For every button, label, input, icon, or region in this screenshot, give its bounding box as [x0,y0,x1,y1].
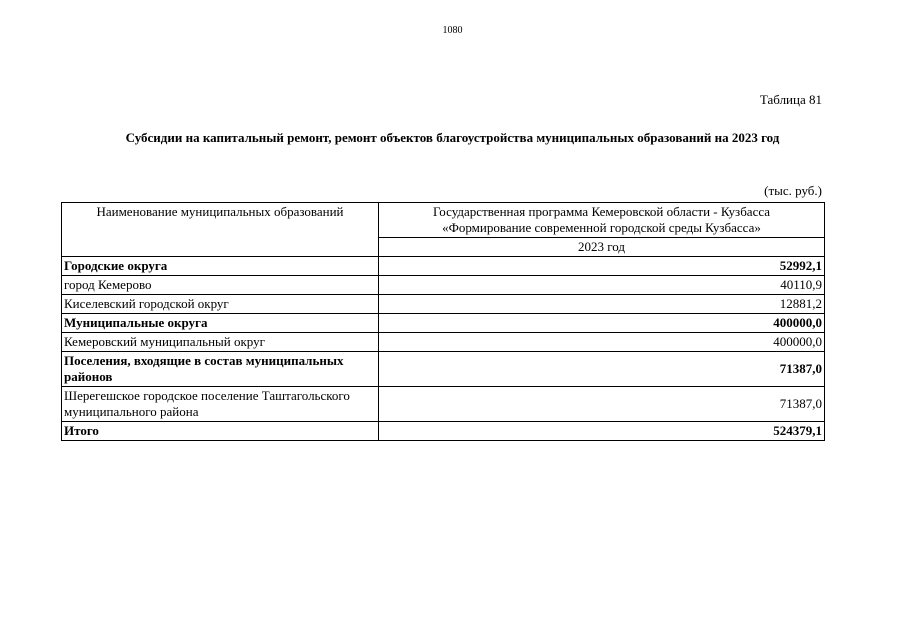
table-row-total [62,422,825,441]
row-name: Городские округа [62,257,379,276]
row-name: Шерегешское городское поселение Таштагольского муниципального района [62,387,379,422]
row-value: 52992,1 [379,257,825,276]
column-header-year: 2023 год [379,238,825,257]
column-header-name: Наименование муниципальных образований [62,203,379,257]
table-row [62,387,825,422]
row-name: Поселения, входящие в состав муниципальных районов [62,352,379,387]
row-name: город Кемерово [62,276,379,295]
row-value: 400000,0 [379,314,825,333]
subsidy-table [61,202,825,441]
row-value: 12881,2 [379,295,825,314]
row-name: Киселевский городской округ [62,295,379,314]
table-row [62,333,825,352]
program-title-line-2: «Формирование современной городской среды Кузбасса» [442,220,761,235]
column-header-program [379,203,825,238]
table-row [62,352,825,387]
table-row [62,276,825,295]
row-value: 524379,1 [379,422,825,441]
row-value: 71387,0 [379,352,825,387]
table-label: Таблица 81 [759,92,822,107]
table-row [62,314,825,333]
row-name: Кемеровский муниципальный округ [62,333,379,352]
row-value: 40110,9 [379,276,825,295]
row-name: Муниципальные округа [62,314,379,333]
page-number: 1080 [442,25,463,36]
units-label: (тыс. руб.) [764,183,822,198]
row-value: 400000,0 [379,333,825,352]
table-row [62,295,825,314]
program-title-line-1: Государственная программа Кемеровской области - Кузбасса [432,204,771,219]
document-title: Субсидии на капитальный ремонт, ремонт объектов благоустройства муниципальных образований на 2023 год [125,130,780,145]
row-value: 71387,0 [379,387,825,422]
table-row [62,257,825,276]
table-header-row [62,203,825,238]
row-name: Итого [62,422,379,441]
